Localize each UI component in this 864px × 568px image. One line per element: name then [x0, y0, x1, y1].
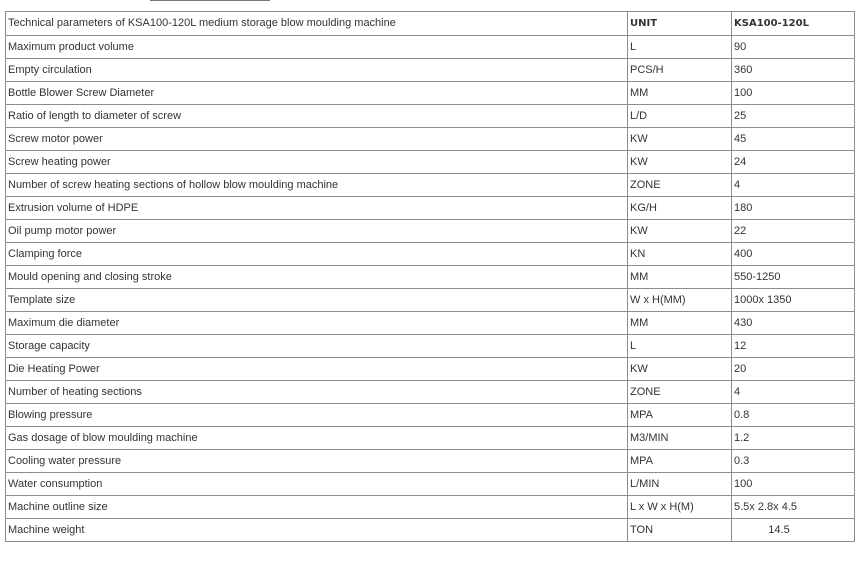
- parameter-cell: Machine outline size: [6, 496, 628, 519]
- parameter-cell: Blowing pressure: [6, 404, 628, 427]
- value-cell: 1.2: [732, 427, 855, 450]
- table-row: [6, 174, 855, 197]
- value-cell: 100: [732, 82, 855, 105]
- header-model-cell: KSA100-120L: [732, 12, 855, 36]
- value-cell: 360: [732, 59, 855, 82]
- value-cell: 25: [732, 105, 855, 128]
- parameter-cell: Storage capacity: [6, 335, 628, 358]
- value-cell: 24: [732, 151, 855, 174]
- header-unit-cell: UNIT: [628, 12, 732, 36]
- unit-cell: ZONE: [628, 381, 732, 404]
- unit-cell: M3/MIN: [628, 427, 732, 450]
- unit-cell: KG/H: [628, 197, 732, 220]
- parameter-cell: Die Heating Power: [6, 358, 628, 381]
- unit-cell: MPA: [628, 450, 732, 473]
- table-row: [6, 473, 855, 496]
- table-row: [6, 105, 855, 128]
- value-cell: 0.3: [732, 450, 855, 473]
- value-cell: 20: [732, 358, 855, 381]
- unit-cell: KW: [628, 220, 732, 243]
- unit-cell: L x W x H(M): [628, 496, 732, 519]
- unit-cell: L/MIN: [628, 473, 732, 496]
- parameter-cell: Bottle Blower Screw Diameter: [6, 82, 628, 105]
- table-row: [6, 381, 855, 404]
- table-body: [6, 12, 855, 542]
- table-row: [6, 59, 855, 82]
- table-row: [6, 496, 855, 519]
- value-cell: 90: [732, 36, 855, 59]
- parameter-cell: Ratio of length to diameter of screw: [6, 105, 628, 128]
- unit-cell: KW: [628, 128, 732, 151]
- table-row: [6, 220, 855, 243]
- technical-parameters-table: [5, 11, 855, 542]
- value-cell: 550-1250: [732, 266, 855, 289]
- unit-cell: KW: [628, 151, 732, 174]
- table-row: [6, 243, 855, 266]
- value-cell: 180: [732, 197, 855, 220]
- value-cell: 14.5: [732, 519, 855, 542]
- unit-cell: MPA: [628, 404, 732, 427]
- unit-cell: KW: [628, 358, 732, 381]
- unit-cell: L: [628, 335, 732, 358]
- unit-cell: W x H(MM): [628, 289, 732, 312]
- table-row: [6, 519, 855, 542]
- parameter-cell: Empty circulation: [6, 59, 628, 82]
- value-cell: 0.8: [732, 404, 855, 427]
- parameter-cell: Screw heating power: [6, 151, 628, 174]
- cropped-heading-remnant: [150, 0, 270, 2]
- unit-cell: KN: [628, 243, 732, 266]
- table-row: [6, 450, 855, 473]
- table-row: [6, 335, 855, 358]
- header-parameter-cell: Technical parameters of KSA100-120L medium storage blow moulding machine: [6, 12, 628, 36]
- table-row: [6, 427, 855, 450]
- parameter-cell: Template size: [6, 289, 628, 312]
- unit-cell: MM: [628, 266, 732, 289]
- unit-cell: L: [628, 36, 732, 59]
- table-row: [6, 151, 855, 174]
- parameter-cell: Gas dosage of blow moulding machine: [6, 427, 628, 450]
- parameter-cell: Machine weight: [6, 519, 628, 542]
- table-row: [6, 128, 855, 151]
- value-cell: 12: [732, 335, 855, 358]
- unit-cell: ZONE: [628, 174, 732, 197]
- table-header-row: [6, 12, 855, 36]
- table-row: [6, 266, 855, 289]
- value-cell: 45: [732, 128, 855, 151]
- unit-cell: TON: [628, 519, 732, 542]
- table-row: [6, 36, 855, 59]
- value-cell: 4: [732, 174, 855, 197]
- value-cell: 22: [732, 220, 855, 243]
- parameter-cell: Number of heating sections: [6, 381, 628, 404]
- unit-cell: MM: [628, 312, 732, 335]
- parameter-cell: Number of screw heating sections of hollow blow moulding machine: [6, 174, 628, 197]
- unit-cell: PCS/H: [628, 59, 732, 82]
- parameter-cell: Oil pump motor power: [6, 220, 628, 243]
- table-row: [6, 197, 855, 220]
- value-cell: 100: [732, 473, 855, 496]
- unit-cell: L/D: [628, 105, 732, 128]
- value-cell: 1000x 1350: [732, 289, 855, 312]
- table-row: [6, 312, 855, 335]
- table-row: [6, 289, 855, 312]
- value-cell: 430: [732, 312, 855, 335]
- value-cell: 5.5x 2.8x 4.5: [732, 496, 855, 519]
- parameter-cell: Extrusion volume of HDPE: [6, 197, 628, 220]
- parameter-cell: Water consumption: [6, 473, 628, 496]
- parameter-cell: Cooling water pressure: [6, 450, 628, 473]
- parameter-cell: Clamping force: [6, 243, 628, 266]
- table-row: [6, 404, 855, 427]
- value-cell: 4: [732, 381, 855, 404]
- table-row: [6, 82, 855, 105]
- parameter-cell: Screw motor power: [6, 128, 628, 151]
- table-row: [6, 358, 855, 381]
- parameter-cell: Maximum product volume: [6, 36, 628, 59]
- unit-cell: MM: [628, 82, 732, 105]
- parameter-cell: Mould opening and closing stroke: [6, 266, 628, 289]
- value-cell: 400: [732, 243, 855, 266]
- parameter-cell: Maximum die diameter: [6, 312, 628, 335]
